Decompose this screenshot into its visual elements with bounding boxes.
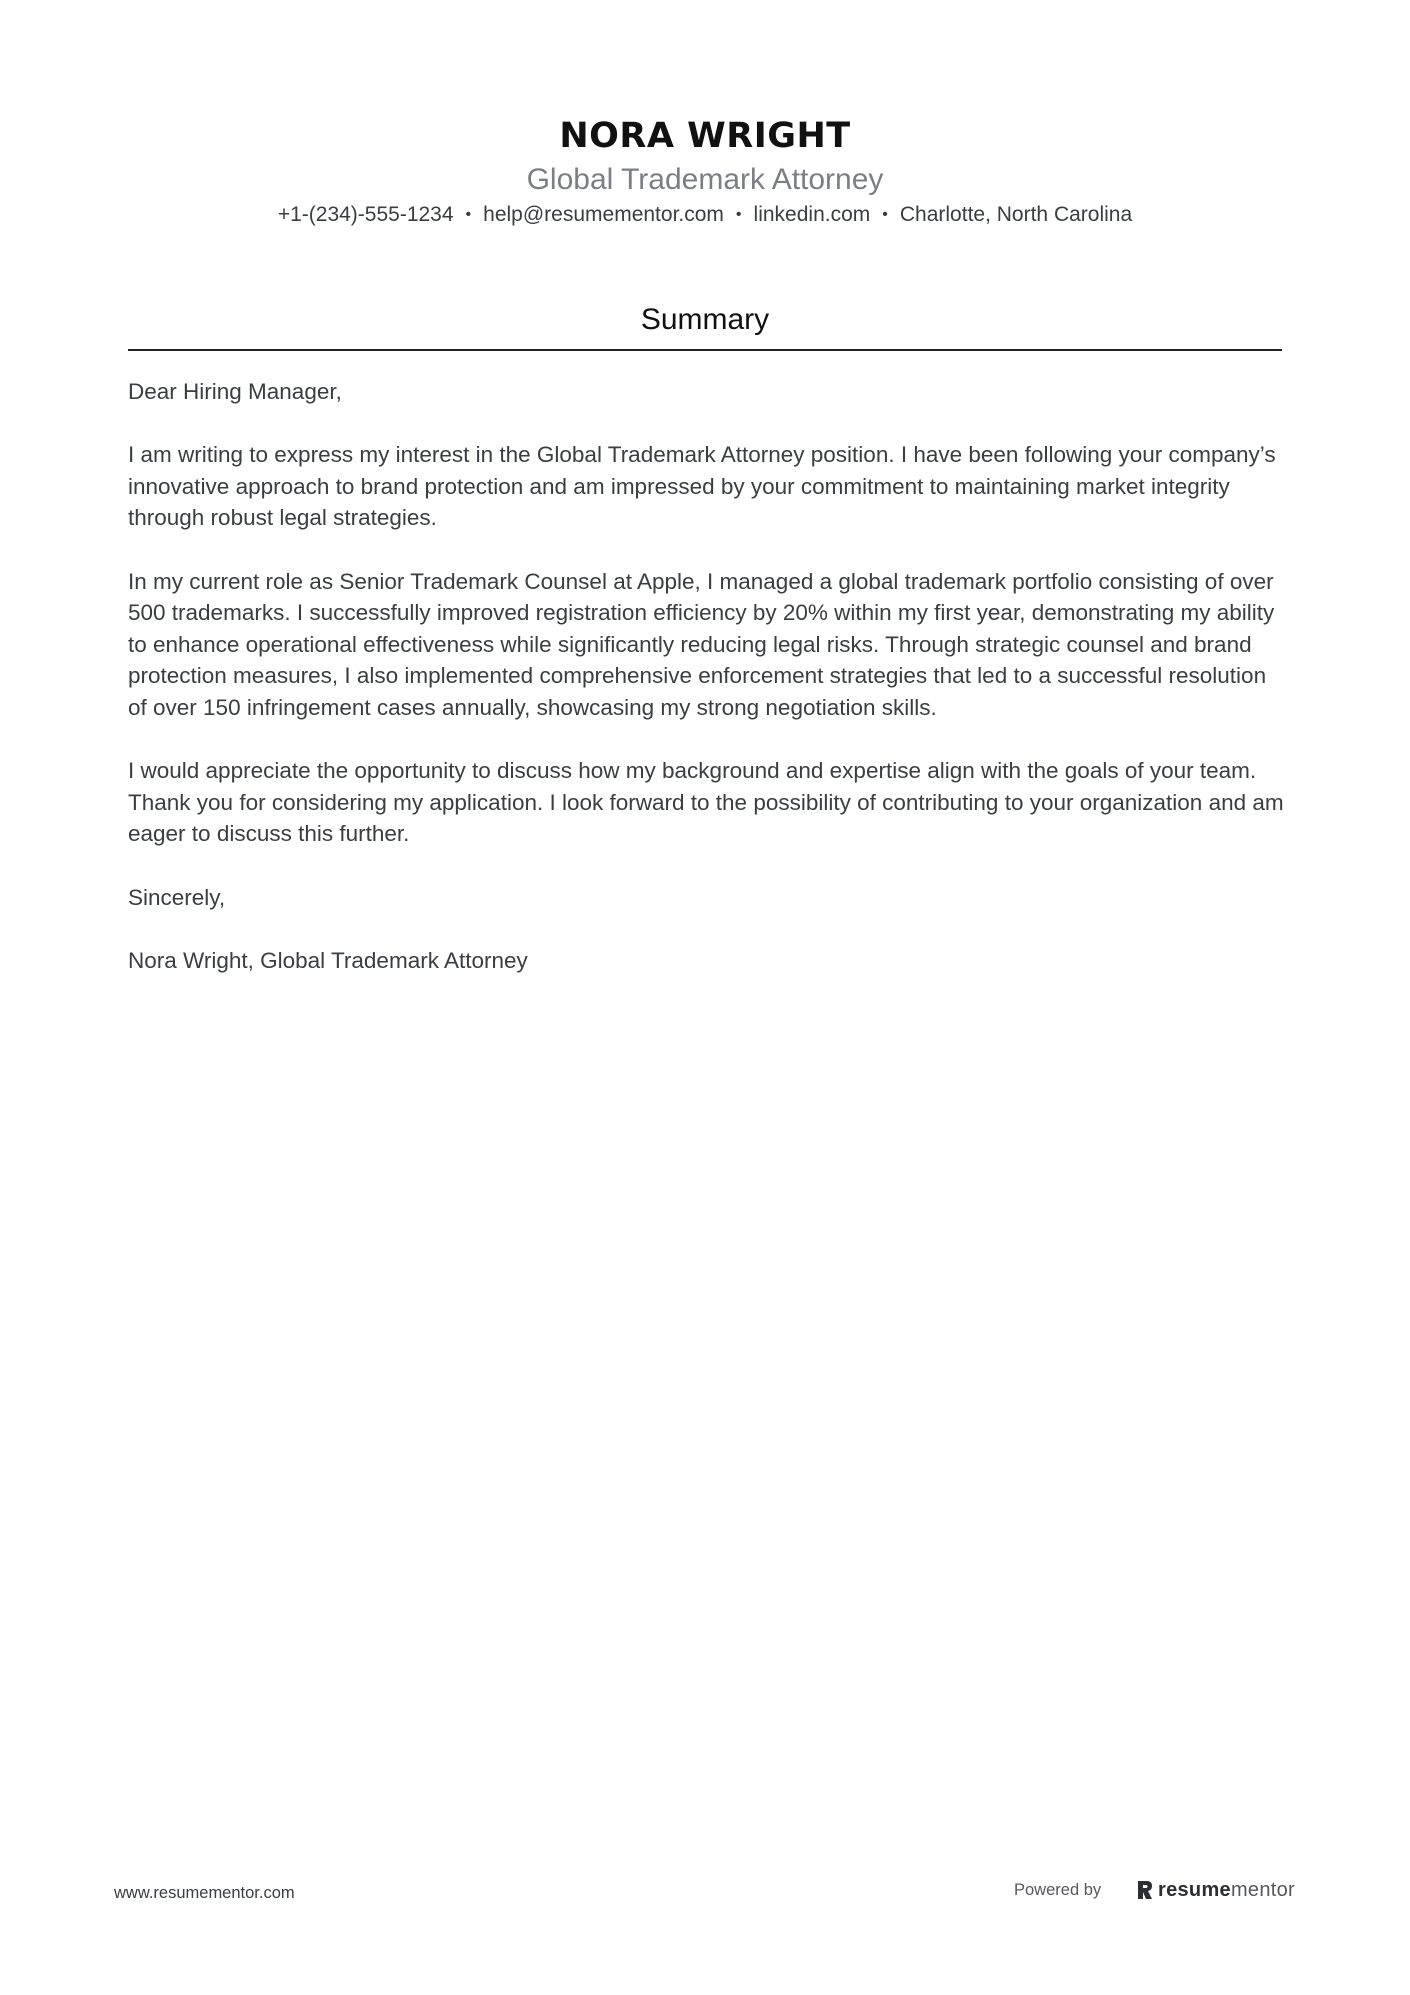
section-divider	[128, 349, 1282, 351]
letter-body	[128, 376, 1288, 1008]
section-title: Summary	[640, 303, 770, 336]
powered-by-label: Powered by	[1014, 1881, 1102, 1899]
separator-dot: •	[465, 206, 472, 223]
closing: Sincerely,	[128, 884, 226, 910]
paragraph: In my current role as Senior Trademark Counsel at Apple, I managed a global trademark portfolio consisting of over 500 trademarks. I successfully improved registration efficiency by 20% within my first year, demonstrating my ability to enhance operational effectiveness while significantly reducing legal risks. Through strategic counsel and brand protection measures, I also implemented comprehensive enforcement strategies that led to a successful resolution of over 150 infringement cases annually, showcasing my strong negotiation skills.	[128, 568, 1275, 720]
brand-wordmark-bold: resume	[1158, 1878, 1231, 1901]
footer-website-link[interactable]: www.resumementor.com	[114, 1884, 295, 1902]
contact-email[interactable]: help@resumementor.com	[483, 203, 724, 226]
candidate-name: NORA WRIGHT	[559, 116, 851, 156]
contact-phone: +1-(234)-555-1234	[277, 203, 454, 226]
brand-wordmark	[1158, 1879, 1295, 1902]
paragraph: I am writing to express my interest in the Global Trademark Attorney position. I have been following your company’s innovative approach to brand protection and am impressed by your commitment to maintaining market integrity through robust legal strategies.	[128, 442, 1276, 531]
signature: Nora Wright, Global Trademark Attorney	[128, 947, 528, 973]
resumementor-logo-icon	[1136, 1879, 1154, 1901]
paragraph: I would appreciate the opportunity to discuss how my background and expertise align with the goals of your team. Thank you for considering my application. I look forward to the possibility of contributing to your organization and am eager to discuss this further.	[128, 758, 1284, 847]
header	[0, 112, 1410, 230]
separator-dot: •	[735, 206, 742, 223]
separator-dot: •	[882, 206, 888, 223]
contact-line	[0, 200, 1410, 230]
contact-location: Charlotte, North Carolina	[899, 203, 1133, 226]
brand-logo[interactable]	[1136, 1875, 1295, 1905]
brand-wordmark-light: mentor	[1230, 1878, 1295, 1901]
candidate-role: Global Trademark Attorney	[526, 163, 884, 196]
salutation: Dear Hiring Manager,	[128, 379, 342, 404]
contact-linkedin[interactable]: linkedin.com	[753, 203, 871, 226]
